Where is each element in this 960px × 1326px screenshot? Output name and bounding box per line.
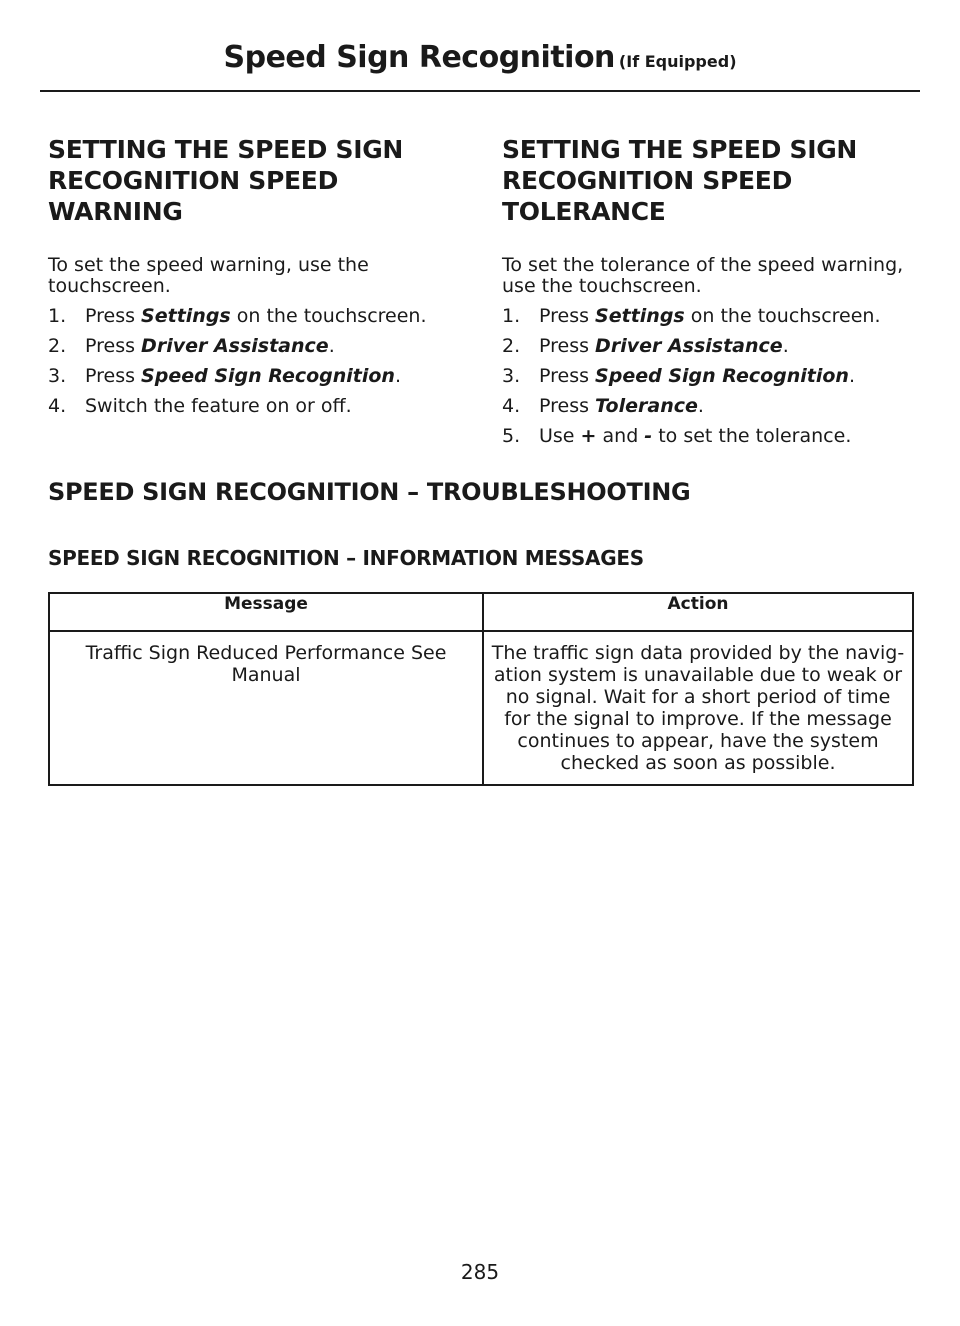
speed-tolerance-section — [502, 134, 914, 447]
speed-tolerance-heading: SETTING THE SPEED SIGN RECOGNITION SPEED TOLERANCE — [502, 135, 858, 226]
step-menu-name: Driver Assistance — [595, 335, 783, 357]
step-menu-name: Driver Assistance — [141, 335, 329, 357]
step-text: Press — [539, 335, 596, 357]
step-text: . — [394, 365, 402, 387]
step-number: 3. — [502, 365, 521, 387]
step-number: 4. — [48, 395, 67, 417]
step-menu-name: Settings — [595, 305, 685, 327]
step-text: Press — [85, 365, 142, 387]
step-menu-name: Settings — [141, 305, 231, 327]
step-number: 2. — [48, 335, 67, 357]
step-item — [502, 306, 914, 327]
step-menu-name: Tolerance — [595, 395, 698, 417]
table-row — [49, 631, 913, 785]
step-item — [502, 336, 914, 357]
step-text: Press — [539, 365, 596, 387]
speed-warning-section — [48, 134, 460, 417]
information-messages-table — [48, 592, 914, 786]
speed-tolerance-steps — [502, 306, 914, 447]
message-cell: Traffic Sign Reduced Performance See Manual — [49, 631, 483, 785]
speed-warning-heading: SETTING THE SPEED SIGN RECOGNITION SPEED WARNING — [48, 135, 404, 226]
step-menu-name: Speed Sign Recognition — [141, 365, 395, 387]
speed-tolerance-intro: To set the tolerance of the speed warning, use the touchscreen. — [502, 254, 904, 297]
step-item — [502, 426, 914, 447]
step-text: Press — [539, 395, 596, 417]
speed-warning-intro: To set the speed warning, use the touchscreen. — [48, 254, 369, 297]
troubleshooting-heading: SPEED SIGN RECOGNITION – TROUBLESHOOTING — [48, 478, 691, 506]
step-item — [48, 306, 460, 327]
step-text: . — [848, 365, 856, 387]
step-item — [48, 396, 460, 417]
step-text: on the touchscreen. — [230, 305, 427, 327]
information-messages-heading: SPEED SIGN RECOGNITION – INFORMATION MESSAGES — [48, 546, 644, 570]
step-text: Use — [539, 425, 581, 447]
chapter-title: Speed Sign Recognition — [223, 40, 615, 75]
step-text: to set the tolerance. — [652, 425, 852, 447]
step-text: and — [596, 425, 645, 447]
step-text: Press — [539, 305, 596, 327]
step-text: Switch the feature on or off. — [85, 395, 352, 417]
action-cell: The traffic sign data provided by the navigation system is unavailable due to weak or no signal. Wait for a short period of time for the signal to improve. If the message continues to appear, have the system checked as soon as possible. — [483, 631, 913, 785]
step-number: 1. — [502, 305, 521, 327]
step-number: 2. — [502, 335, 521, 357]
step-text: Press — [85, 335, 142, 357]
step-text: . — [782, 335, 789, 357]
column-header-message: Message — [49, 593, 483, 631]
step-item — [502, 366, 914, 387]
step-item — [48, 366, 460, 387]
step-number: 4. — [502, 395, 521, 417]
column-header-action: Action — [483, 593, 913, 631]
step-text: on the touchscreen. — [684, 305, 881, 327]
speed-warning-steps — [48, 306, 460, 417]
step-menu-name: Speed Sign Recognition — [595, 365, 849, 387]
table-header-row — [49, 593, 913, 631]
plus-symbol: + — [580, 425, 597, 447]
minus-symbol: - — [644, 425, 653, 447]
chapter-subtitle: (If Equipped) — [618, 52, 737, 71]
step-text: . — [328, 335, 335, 357]
step-number: 5. — [502, 425, 521, 447]
step-number: 1. — [48, 305, 67, 327]
step-item — [48, 336, 460, 357]
page-header — [40, 40, 920, 92]
step-item — [502, 396, 914, 417]
step-number: 3. — [48, 365, 67, 387]
step-text: . — [697, 395, 704, 417]
step-text: Press — [85, 305, 142, 327]
page-number: 285 — [460, 1260, 500, 1284]
